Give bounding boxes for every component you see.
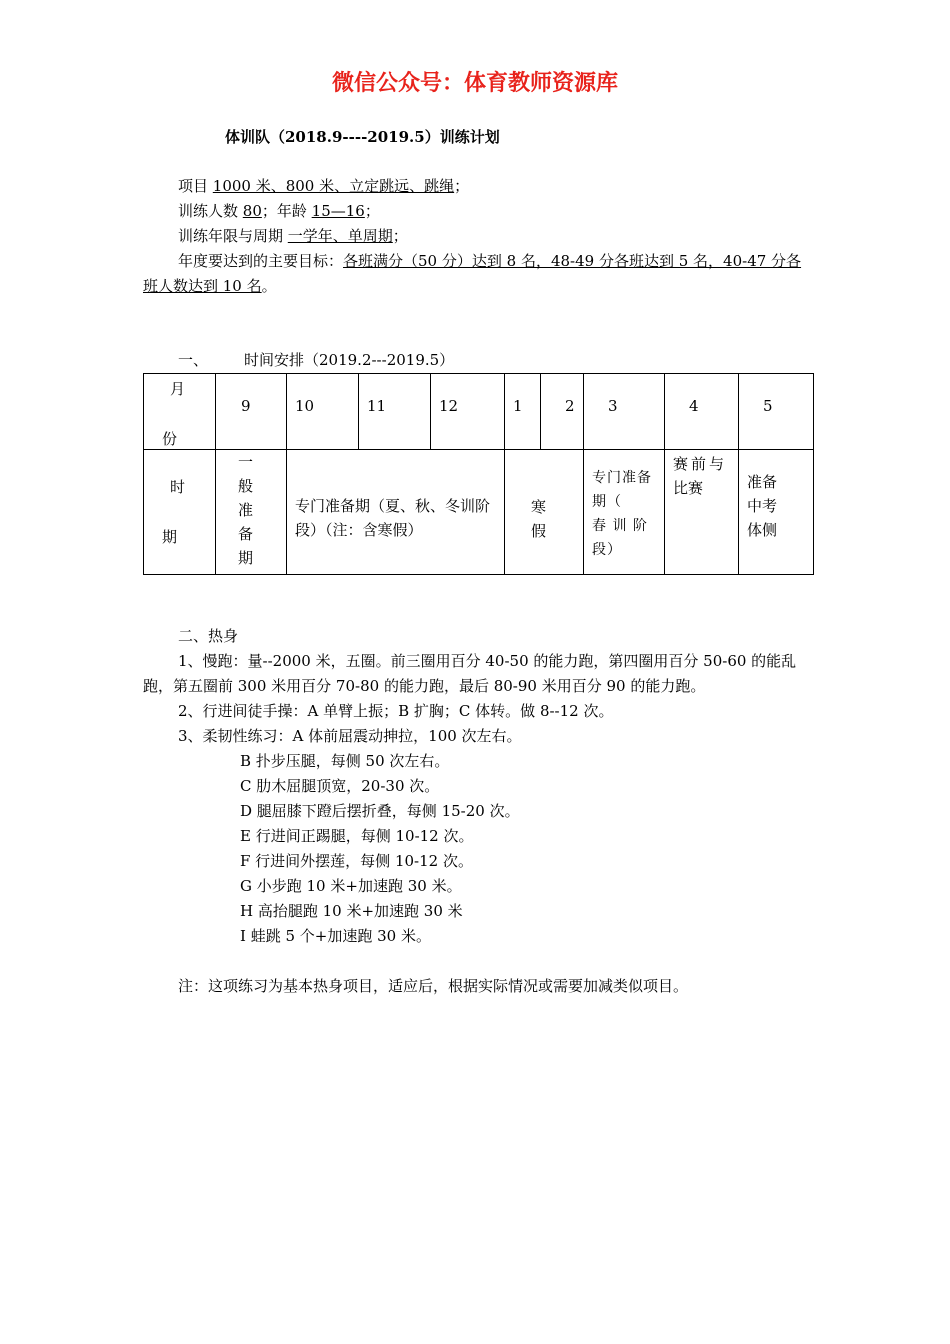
spring-line-4: 段） xyxy=(592,542,622,558)
period-label-2: 期 xyxy=(162,528,178,546)
age-value: 15—16 xyxy=(311,202,365,220)
general-prep-text xyxy=(238,450,253,570)
spring-line-2: 期（ xyxy=(592,494,622,510)
month-cell xyxy=(359,374,431,450)
winter-break-1: 寒 xyxy=(531,498,547,516)
period-label: 训练年限与周期 xyxy=(178,227,288,245)
month-cell xyxy=(287,374,359,450)
special-prep-text: 专门准备期（夏、秋、冬训阶段）（注：含寒假） xyxy=(295,497,491,539)
calisthenics-line: 2、行进间徒手操：A 单臂上振；B 扩胸；C 体转。做 8--12 次。 xyxy=(178,702,614,720)
period-value: 一学年、单周期 xyxy=(287,227,393,245)
jog-line-1: 1、慢跑：量--2000 米，五圈。前三圈用百分 40-50 的能力跑，第四圈用百分 50-60 的能乱 xyxy=(178,652,797,670)
general-prep-char: 般 xyxy=(238,477,254,495)
age-label: ；年龄 xyxy=(261,202,312,220)
month-cell xyxy=(665,374,739,450)
spring-text xyxy=(592,466,652,562)
general-prep-char: 准 xyxy=(238,501,254,519)
people-value: 80 xyxy=(242,202,262,220)
month-3: 3 xyxy=(608,397,618,415)
month-cell xyxy=(739,374,814,450)
schedule-table xyxy=(143,373,814,575)
exam-line-1: 准备 xyxy=(747,473,778,491)
project-end: ； xyxy=(454,177,470,195)
general-prep-cell xyxy=(216,450,287,575)
period-header-cell xyxy=(144,450,216,575)
flex-sub-i: I 蛙跳 5 个+加速跑 30 米。 xyxy=(240,927,431,945)
pre-match-text xyxy=(673,452,727,500)
project-label: 项目 xyxy=(178,177,213,195)
period-label-1: 时 xyxy=(170,478,186,496)
month-label-1: 月 xyxy=(170,380,186,398)
month-cell xyxy=(505,374,541,450)
project-line xyxy=(178,174,469,199)
flexibility-line: 3、柔韧性练习：A 体前屈震动抻拉，100 次左右。 xyxy=(178,727,522,745)
general-prep-char: 备 xyxy=(238,525,254,543)
period-end: ； xyxy=(392,227,408,245)
note-line: 注：这项练习为基本热身项目，适应后，根据实际情况或需要加减类似项目。 xyxy=(178,977,689,995)
month-4: 4 xyxy=(689,397,699,415)
section1-number: 一、 xyxy=(178,351,209,369)
month-cell xyxy=(584,374,665,450)
month-label-2: 份 xyxy=(162,430,178,448)
month-10: 10 xyxy=(295,397,315,415)
flex-sub-h: H 高抬腿跑 10 米+加速跑 30 米 xyxy=(240,902,463,920)
goal-label: 年度要达到的主要目标： xyxy=(178,252,344,270)
general-prep-char: 一 xyxy=(238,453,254,471)
general-prep-char: 期 xyxy=(238,549,254,567)
people-label: 训练人数 xyxy=(178,202,243,220)
month-2: 2 xyxy=(565,397,575,415)
people-line xyxy=(178,199,380,224)
flex-sub-f: F 行进间外摆莲，每侧 10-12 次。 xyxy=(240,852,473,870)
period-row xyxy=(144,450,814,575)
section1-title: 时间安排（2019.2---2019.5） xyxy=(244,351,455,369)
month-11: 11 xyxy=(367,397,387,415)
exam-cell xyxy=(739,450,814,575)
jog-line-2: 跑，第五圈前 300 米用百分 70-80 的能力跑，最后 80-90 米用百分 90 的能力跑。 xyxy=(143,677,706,695)
flex-sub-g: G 小步跑 10 米+加速跑 30 米。 xyxy=(240,877,462,895)
month-cell xyxy=(541,374,584,450)
exam-line-3: 体侧 xyxy=(747,521,778,539)
special-prep-cell xyxy=(287,450,505,575)
exam-text xyxy=(747,470,777,542)
goal-line-2 xyxy=(143,274,277,299)
month-cell xyxy=(431,374,505,450)
pre-match-line-1: 赛前与 xyxy=(673,455,728,473)
pre-match-cell xyxy=(665,450,739,575)
flex-sub-b: B 扑步压腿，每侧 50 次左右。 xyxy=(240,752,450,770)
period-line xyxy=(178,224,408,249)
flex-sub-e: E 行进间正踢腿，每侧 10-12 次。 xyxy=(240,827,474,845)
spring-line-3: 春 训 阶 xyxy=(592,518,648,534)
month-cell xyxy=(216,374,287,450)
month-12: 12 xyxy=(439,397,459,415)
month-header-cell xyxy=(144,374,216,450)
month-1: 1 xyxy=(513,397,523,415)
spring-cell xyxy=(584,450,665,575)
age-end: ； xyxy=(364,202,380,220)
month-row xyxy=(144,374,814,450)
project-value: 1000 米、800 米、立定跳远、跳绳 xyxy=(212,177,455,195)
month-9: 9 xyxy=(241,397,251,415)
flex-sub-d: D 腿屈膝下蹬后摆折叠，每侧 15-20 次。 xyxy=(240,802,520,820)
goal-value-2: 班人数达到 10 名 xyxy=(143,277,262,295)
goal-end: 。 xyxy=(261,277,277,295)
flex-sub-c: C 肋木屈腿顶宽，20-30 次。 xyxy=(240,777,440,795)
month-5: 5 xyxy=(763,397,773,415)
goal-line xyxy=(178,249,801,274)
winter-break-2: 假 xyxy=(531,522,547,540)
pre-match-line-2: 比赛 xyxy=(673,479,704,497)
exam-line-2: 中考 xyxy=(747,497,778,515)
winter-break-cell xyxy=(505,450,584,575)
goal-value-1: 各班满分（50 分）达到 8 名，48-49 分各班达到 5 名，40-47 分各 xyxy=(343,252,802,270)
document-title: 体训队（2018.9----2019.5）训练计划 xyxy=(225,128,500,146)
spring-line-1: 专门准备 xyxy=(592,470,652,486)
section2-title: 二、热身 xyxy=(178,627,239,645)
banner-title: 微信公众号：体育教师资源库 xyxy=(331,71,618,96)
